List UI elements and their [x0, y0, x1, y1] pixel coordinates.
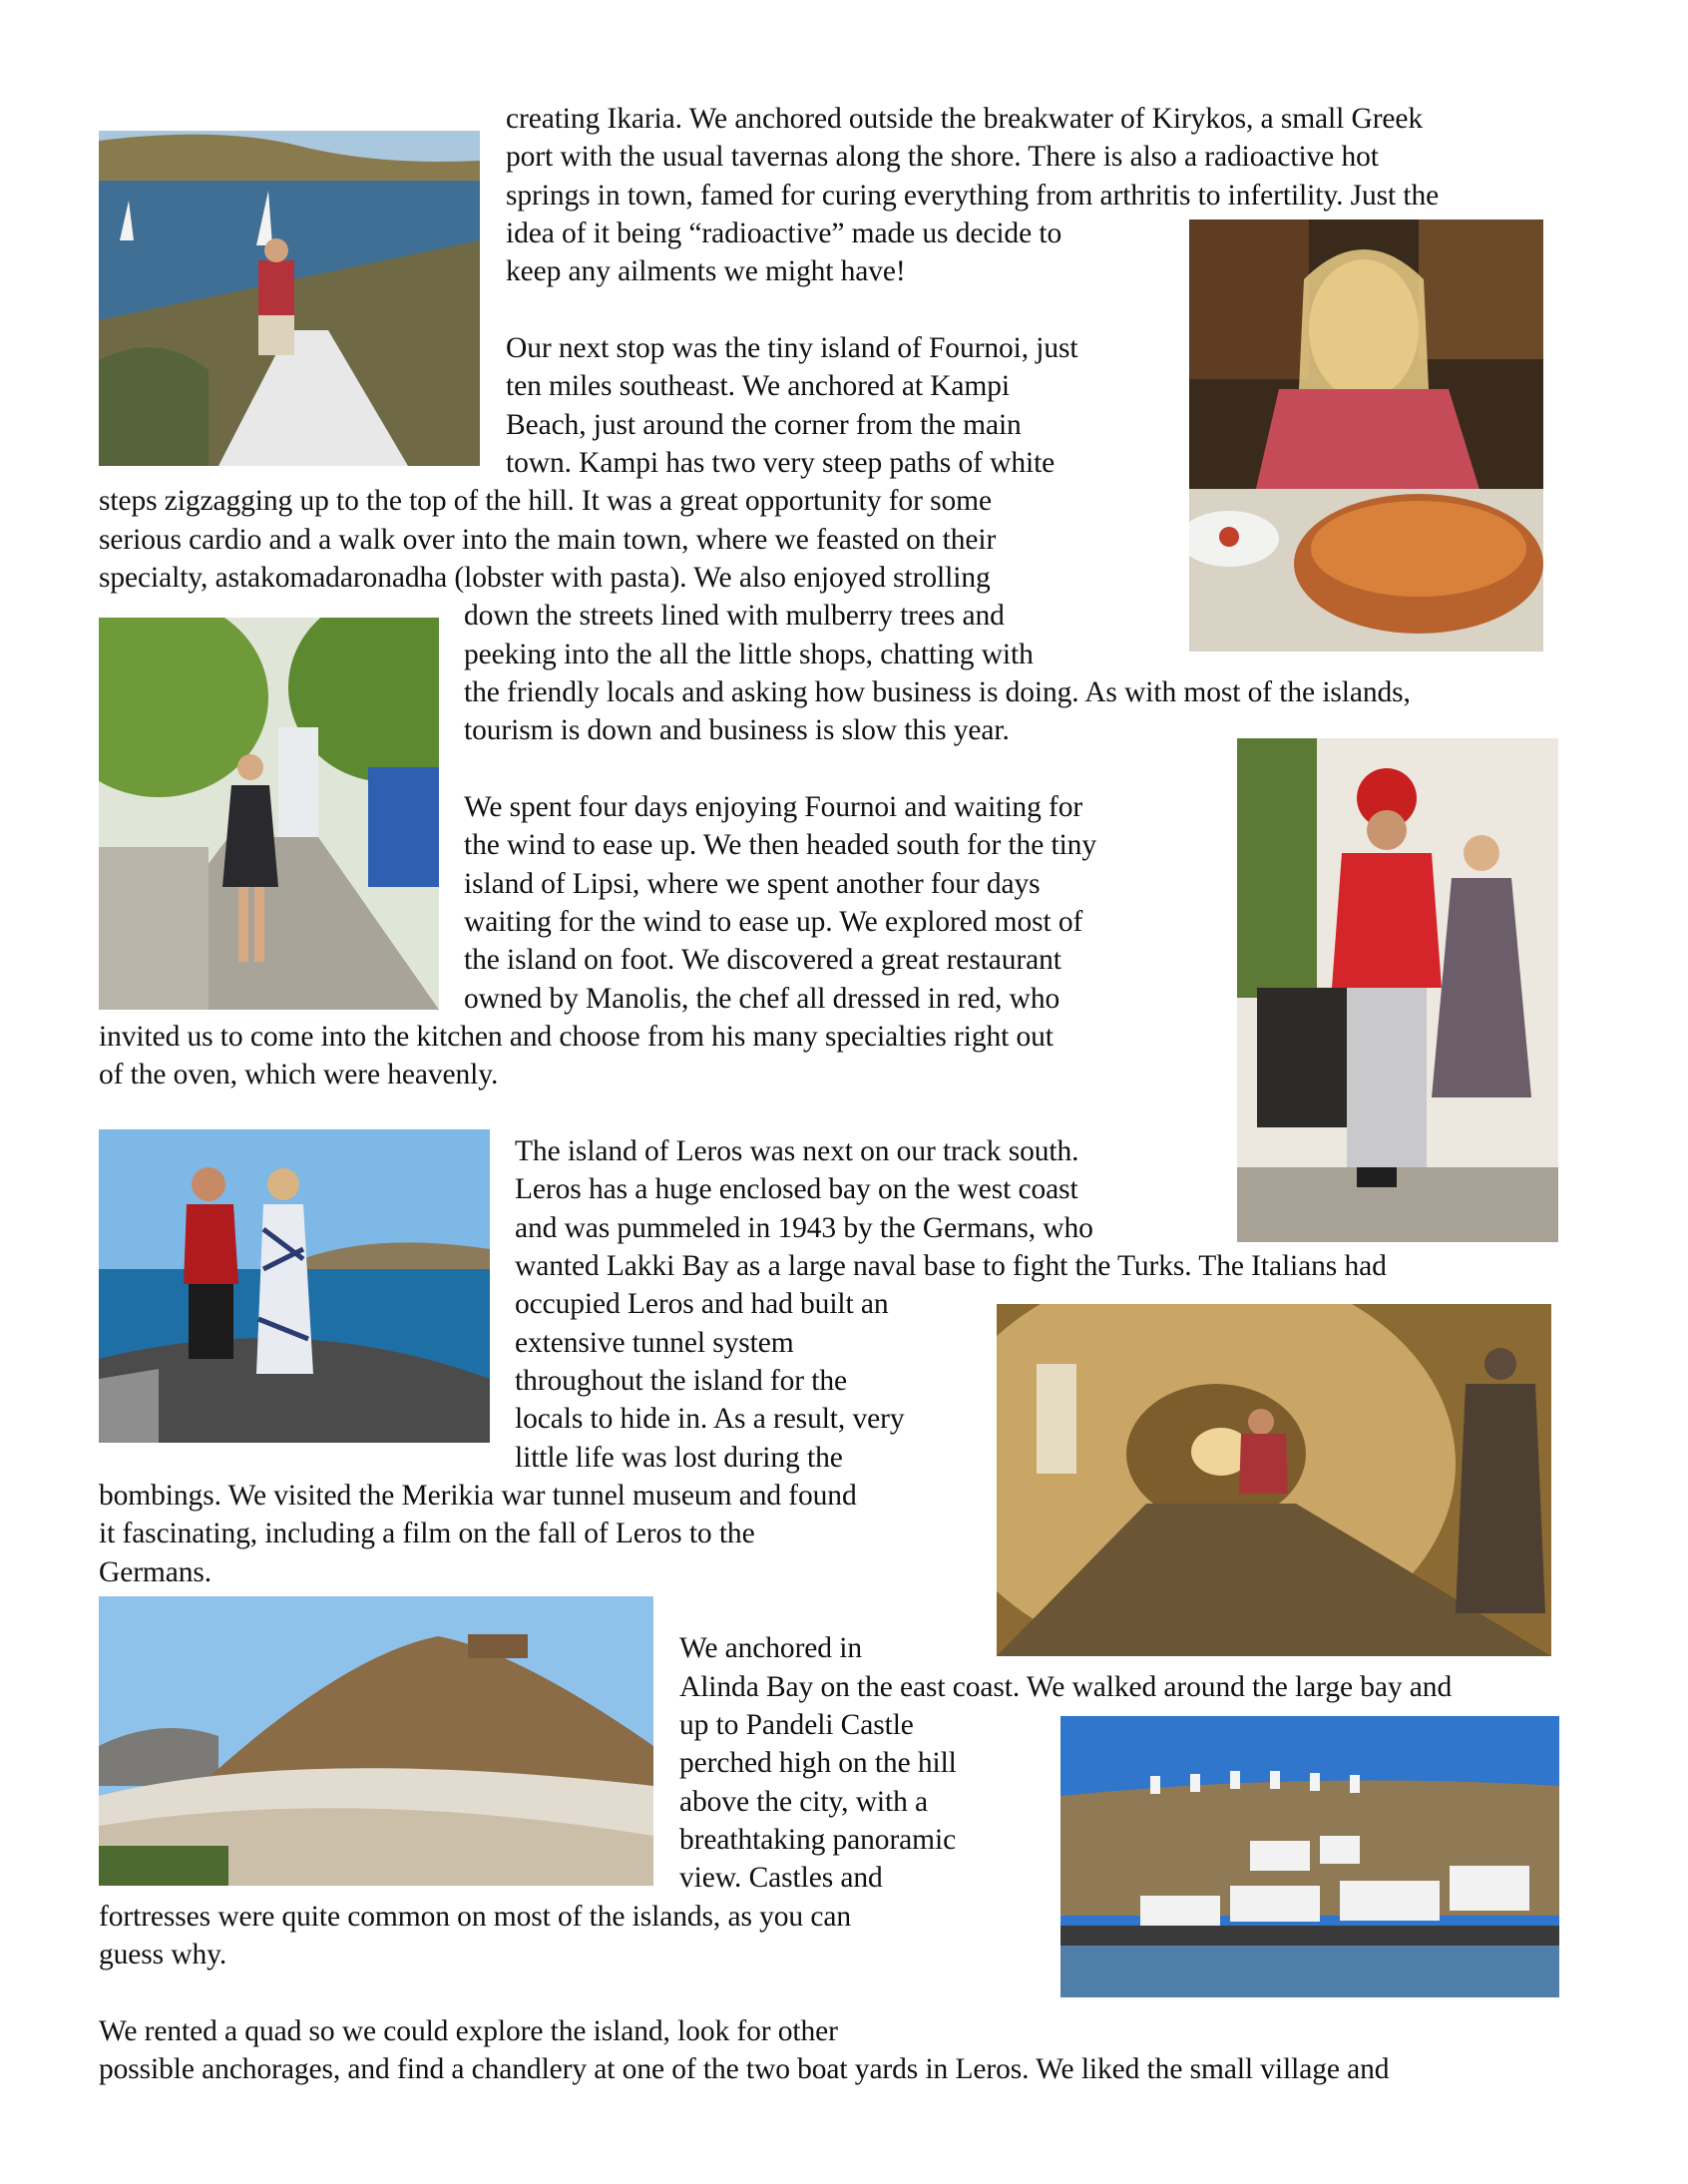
text-line: idea of it being “radioactive” made us decide to: [506, 218, 1062, 249]
text-line: keep any ailments we might have!: [506, 255, 906, 287]
text-line: up to Pandeli Castle: [679, 1709, 914, 1741]
photo-chef-manolis: [1237, 738, 1558, 1242]
text-line: and was pummeled in 1943 by the Germans, who: [515, 1212, 1093, 1244]
text-line: tourism is down and business is slow this year.: [464, 714, 1010, 746]
text-line: port with the usual tavernas along the shore. There is also a radioactive hot: [506, 141, 1379, 173]
text-line: above the city, with a: [679, 1786, 929, 1818]
text-line: Leros has a huge enclosed bay on the west coast: [515, 1173, 1078, 1205]
photo-tunnel-museum: [997, 1304, 1551, 1656]
text-line: springs in town, famed for curing everything from arthritis to infertility. Just the: [506, 180, 1440, 212]
text-line: creating Ikaria. We anchored outside the breakwater of Kirykos, a small Greek: [506, 103, 1424, 135]
text-line: locals to hide in. As a result, very: [515, 1403, 905, 1435]
text-line: Beach, just around the corner from the main: [506, 409, 1022, 441]
text-line: wanted Lakki Bay as a large naval base to fight the Turks. The Italians had: [515, 1250, 1387, 1282]
photo-mulberry-street: [99, 618, 439, 1010]
text-line: occupied Leros and had built an: [515, 1288, 889, 1320]
photo-bay-stairs: [99, 131, 480, 466]
text-line: throughout the island for the: [515, 1365, 848, 1397]
text-line: ten miles southeast. We anchored at Kampi: [506, 370, 1010, 402]
photo-leros-couple: [99, 1129, 490, 1443]
text-line: down the streets lined with mulberry trees and: [464, 600, 1005, 632]
text-line: possible anchorages, and find a chandlery at one of the two boat yards in Leros. We liked the small village and: [99, 2053, 1390, 2085]
text-line: fortresses were quite common on most of the islands, as you can: [99, 1901, 851, 1933]
text-line: perched high on the hill: [679, 1747, 957, 1779]
text-line: invited us to come into the kitchen and choose from his many specialties right out: [99, 1021, 1054, 1053]
text-line: town. Kampi has two very steep paths of white: [506, 447, 1055, 479]
text-line: extensive tunnel system: [515, 1327, 794, 1359]
text-line: steps zigzagging up to the top of the hill. It was a great opportunity for some: [99, 485, 992, 517]
text-line: view. Castles and: [679, 1862, 883, 1894]
text-line: serious cardio and a walk over into the main town, where we feasted on their: [99, 524, 997, 556]
text-line: Germans.: [99, 1556, 212, 1588]
photo-pandeli-castle: [99, 1596, 653, 1886]
text-line: the wind to ease up. We then headed south for the tiny: [464, 829, 1096, 861]
text-line: We anchored in: [679, 1632, 862, 1664]
photo-alinda-windmills: [1060, 1716, 1559, 1997]
text-line: breathtaking panoramic: [679, 1824, 957, 1856]
text-line: the island on foot. We discovered a great restaurant: [464, 944, 1061, 976]
text-line: bombings. We visited the Merikia war tunnel museum and found: [99, 1480, 857, 1512]
text-line: guess why.: [99, 1939, 227, 1970]
text-line: island of Lipsi, where we spent another four days: [464, 868, 1041, 900]
text-line: owned by Manolis, the chef all dressed in red, who: [464, 983, 1060, 1015]
text-line: it fascinating, including a film on the fall of Leros to the: [99, 1518, 755, 1549]
text-line: We spent four days enjoying Fournoi and waiting for: [464, 791, 1083, 823]
text-line: We rented a quad so we could explore the island, look for other: [99, 2015, 838, 2047]
text-line: waiting for the wind to ease up. We explored most of: [464, 906, 1083, 938]
text-line: of the oven, which were heavenly.: [99, 1059, 499, 1091]
text-line: peeking into the all the little shops, chatting with: [464, 639, 1034, 670]
text-line: little life was lost during the: [515, 1442, 843, 1474]
photo-lobster-pasta: [1189, 219, 1543, 652]
text-line: specialty, astakomadaronadha (lobster with pasta). We also enjoyed strolling: [99, 562, 991, 594]
text-line: Alinda Bay on the east coast. We walked around the large bay and: [679, 1671, 1453, 1703]
text-line: The island of Leros was next on our track south.: [515, 1135, 1079, 1167]
text-line: Our next stop was the tiny island of Fournoi, just: [506, 332, 1078, 364]
text-line: the friendly locals and asking how business is doing. As with most of the islands,: [464, 676, 1411, 708]
